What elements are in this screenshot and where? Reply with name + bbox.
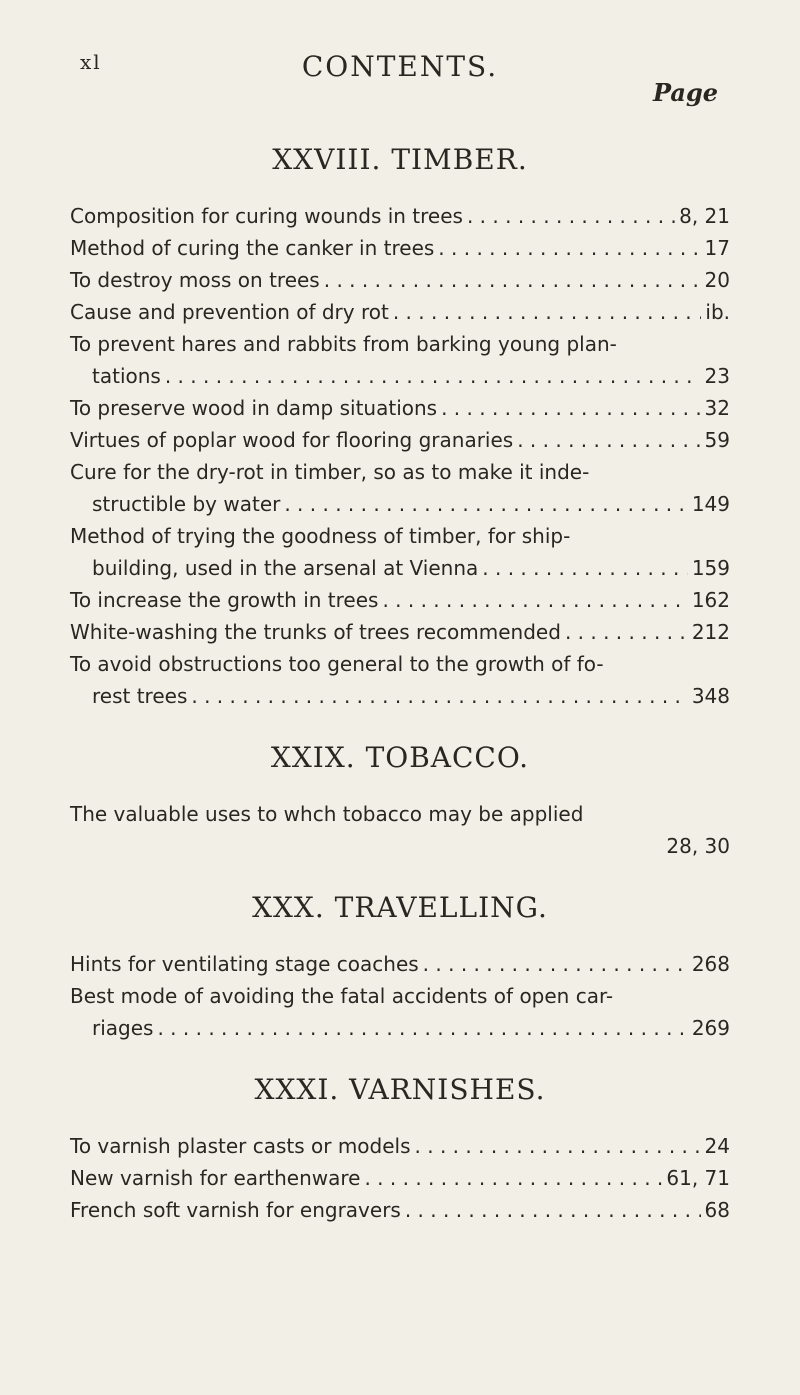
toc-entry xyxy=(70,392,730,424)
page-number: 23 xyxy=(704,364,730,388)
dot-leader xyxy=(405,1194,701,1226)
entry-final-line xyxy=(70,830,730,862)
page-number: 149 xyxy=(691,492,730,516)
page-number: 24 xyxy=(704,1134,730,1158)
dot-leader xyxy=(415,1130,701,1162)
entry-final-line xyxy=(70,200,730,232)
entry-text-line: To prevent hares and rabbits from barking young plan- xyxy=(70,332,617,356)
entry-final-line xyxy=(70,616,730,648)
entry-title: riages xyxy=(92,1016,154,1040)
entry-text-line: To avoid obstructions too general to the growth of fo- xyxy=(70,652,604,676)
entry-title: To varnish plaster casts or models xyxy=(70,1134,411,1158)
page-column-label: Page xyxy=(652,78,718,107)
toc-entry xyxy=(70,1194,730,1226)
entry-title: building, used in the arsenal at Vienna xyxy=(92,556,479,580)
toc-entry xyxy=(70,980,730,1044)
page-number: 159 xyxy=(691,556,730,580)
entry-final-line xyxy=(70,948,730,980)
entry-final-line xyxy=(70,488,730,520)
entry-title: White-washing the trunks of trees recommended xyxy=(70,620,561,644)
toc-entry xyxy=(70,200,730,232)
entry-final-line xyxy=(70,360,730,392)
dot-leader xyxy=(165,360,701,392)
toc-entry xyxy=(70,948,730,980)
dot-leader xyxy=(324,264,701,296)
entry-title: Composition for curing wounds in trees xyxy=(70,204,463,228)
entry-final-line xyxy=(70,1194,730,1226)
dot-leader xyxy=(565,616,688,648)
page-number: ib. xyxy=(705,300,730,324)
page-number: 61, 71 xyxy=(666,1166,730,1190)
entry-final-line xyxy=(70,232,730,264)
page-number: 28, 30 xyxy=(666,834,730,858)
entry-title: Hints for ventilating stage coaches xyxy=(70,952,419,976)
toc-section xyxy=(70,1070,730,1226)
dot-leader xyxy=(423,948,688,980)
toc-entry xyxy=(70,616,730,648)
toc-entry xyxy=(70,584,730,616)
toc-entry xyxy=(70,520,730,584)
entry-title: Method of curing the canker in trees xyxy=(70,236,435,260)
toc-entry xyxy=(70,424,730,456)
toc-entry xyxy=(70,1162,730,1194)
dot-leader xyxy=(517,424,700,456)
entry-title: tations xyxy=(92,364,161,388)
dot-leader xyxy=(364,1162,662,1194)
entry-title: Virtues of poplar wood for flooring granaries xyxy=(70,428,514,452)
section-heading: XXVIII. TIMBER. xyxy=(272,143,528,176)
entry-final-line xyxy=(70,392,730,424)
table-of-contents xyxy=(70,140,730,1252)
entry-final-line xyxy=(70,1130,730,1162)
entry-title: To preserve wood in damp situations xyxy=(70,396,438,420)
entry-title: To destroy moss on trees xyxy=(70,268,320,292)
toc-entry xyxy=(70,1130,730,1162)
dot-leader xyxy=(438,232,700,264)
page-number: 268 xyxy=(691,952,730,976)
entry-title: rest trees xyxy=(92,684,188,708)
dot-leader xyxy=(191,680,687,712)
entry-text-line: The valuable uses to whch tobacco may be applied xyxy=(70,802,584,826)
dot-leader xyxy=(382,584,687,616)
page-number: 17 xyxy=(704,236,730,260)
section-heading: XXX. TRAVELLING. xyxy=(252,891,548,924)
entry-title: structible by water xyxy=(92,492,281,516)
entry-title: New varnish for earthenware xyxy=(70,1166,361,1190)
page-folio: xl xyxy=(80,50,102,74)
page-number: 269 xyxy=(691,1016,730,1040)
entry-title: To increase the growth in trees xyxy=(70,588,379,612)
page-number: 212 xyxy=(691,620,730,644)
dot-leader xyxy=(284,488,687,520)
entry-final-line xyxy=(70,1012,730,1044)
page-number: 20 xyxy=(704,268,730,292)
page-number: 162 xyxy=(691,588,730,612)
page-number: 32 xyxy=(704,396,730,420)
section-heading: XXIX. TOBACCO. xyxy=(270,741,530,774)
toc-entry xyxy=(70,456,730,520)
entry-final-line xyxy=(70,264,730,296)
entry-title: French soft varnish for engravers xyxy=(70,1198,401,1222)
toc-section xyxy=(70,738,730,862)
toc-entry xyxy=(70,264,730,296)
section-heading: XXXI. VARNISHES. xyxy=(254,1073,546,1106)
page-number: 8, 21 xyxy=(679,204,730,228)
toc-section xyxy=(70,888,730,1044)
toc-entry xyxy=(70,648,730,712)
entry-final-line xyxy=(70,552,730,584)
dot-leader xyxy=(157,1012,687,1044)
entry-final-line xyxy=(70,680,730,712)
page-number: 348 xyxy=(691,684,730,708)
toc-entry xyxy=(70,232,730,264)
entry-text-line: Method of trying the goodness of timber, for ship- xyxy=(70,524,571,548)
running-title: CONTENTS. xyxy=(301,50,499,83)
entry-text-line: Best mode of avoiding the fatal accidents of open car- xyxy=(70,984,614,1008)
toc-entry xyxy=(70,328,730,392)
entry-final-line xyxy=(70,1162,730,1194)
dot-leader xyxy=(482,552,688,584)
entry-final-line xyxy=(70,296,730,328)
toc-entry xyxy=(70,296,730,328)
entry-final-line xyxy=(70,424,730,456)
dot-leader xyxy=(467,200,675,232)
entry-text-line: Cure for the dry-rot in timber, so as to make it inde- xyxy=(70,460,590,484)
toc-section xyxy=(70,140,730,712)
toc-entry xyxy=(70,798,730,862)
page-number: 68 xyxy=(704,1198,730,1222)
dot-leader xyxy=(393,296,702,328)
entry-final-line xyxy=(70,584,730,616)
running-head xyxy=(80,50,720,90)
entry-title: Cause and prevention of dry rot xyxy=(70,300,389,324)
dot-leader xyxy=(441,392,700,424)
page-number: 59 xyxy=(704,428,730,452)
